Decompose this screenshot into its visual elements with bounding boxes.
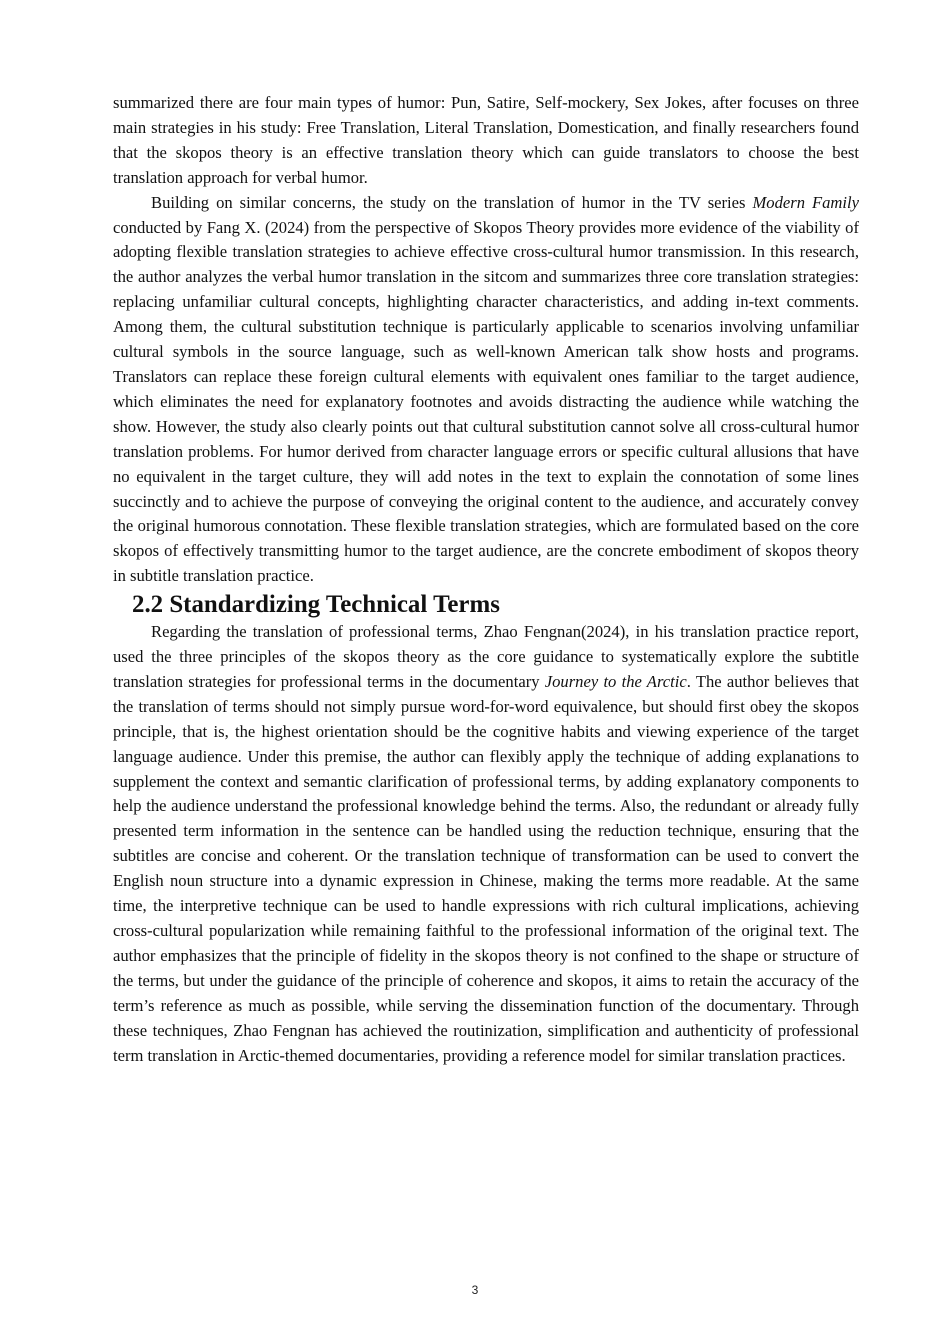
series-title-modern-family: Modern Family [752, 192, 859, 212]
section-heading: 2.2 Standardizing Technical Terms [132, 591, 500, 619]
page-body [113, 91, 859, 1068]
paragraph-modern-family-lead: Building on similar concerns, the study on the translation of humor in the TV series [151, 192, 753, 212]
paragraph-technical-terms-rest: . The author believes that the translation of terms should not simply pursue word-for-word equivalence, but should first obey the skopos principle, that is, the highest orientation should be the cognitive habits and viewing experience of the target language audience. Under this premise, the author can flexibly apply the technique of adding explanations to supplement the context and semantic clarification of professional terms, by adding explanatory components to help the audience understand the professional knowledge behind the terms. Also, the redundant or already fully presented term information in the sentence can be handled using the reduction technique, ensuring that the subtitles are concise and coherent. Or the translation technique of transformation can be used to convert the English noun structure into a dynamic expression in Chinese, making the terms more readable. At the same time, the interpretive technique can be used to handle expressions with rich cultural implications, achieving cross-cultural popularization while remaining faithful to the professional information of the original text. The author emphasizes that the principle of fidelity in the skopos theory is not confined to the shape or structure of the terms, but under the guidance of the principle of coherence and skopos, it aims to retain the accuracy of the term’s reference as much as possible, while serving the dissemination function of the documentary. Through these techniques, Zhao Fengnan has achieved the routinization, simplification and authenticity of professional term translation in Arctic-themed documentaries, providing a reference model for similar translation practices. [113, 671, 859, 1065]
paragraph-modern-family [113, 191, 859, 590]
paragraph-technical-terms-lead: Regarding the translation of professional terms, Zhao Fengnan(2024), in his translation practice report, used the three principles of the skopos theory as the core guidance to systematically explore the subtitle translation strategies for professional terms in the documentary [113, 622, 859, 691]
documentary-title-journey-to-the-arctic: Journey to the Arctic [544, 671, 687, 691]
paragraph-humor-types: summarized there are four main types of humor: Pun, Satire, Self-mockery, Sex Jokes, after focuses on three main strategies in his study: Free Translation, Literal Translation, Domestication, and finally researchers found that the skopos theory is an effective translation theory which can guide translators to choose the best translation approach for verbal humor. [113, 93, 859, 187]
page-number: 3 [471, 1283, 479, 1297]
paragraph-modern-family-rest: conducted by Fang X. (2024) from the perspective of Skopos Theory provides more evidence of the viability of adopting flexible translation strategies to achieve effective cross-cultural humor transmission. In this research, the author analyzes the verbal humor translation in the sitcom and summarizes three core translation strategies: replacing unfamiliar cultural concepts, highlighting character characteristics, and adding in-text comments. Among them, the cultural substitution technique is particularly applicable to scenarios involving unfamiliar cultural symbols in the source language, such as well-known American talk show hosts and programs. Translators can replace these foreign cultural elements with equivalent ones familiar to the target audience, which eliminates the need for explanatory footnotes and avoids distracting the audience while watching the show. However, the study also clearly points out that cultural substitution cannot solve all cross-cultural humor translation problems. For humor derived from character language errors or specific cultural allusions that have no equivalent in the target culture, they will add notes in the text to explain the connotation of some lines succinctly and to achieve the purpose of conveying the original content to the audience, and accurately convey the original humorous connotation. These flexible translation strategies, which are formulated based on the core skopos of effectively transmitting humor to the target audience, are the concrete embodiment of skopos theory in subtitle translation practice. [113, 217, 859, 586]
paragraph-technical-terms [113, 620, 859, 1068]
